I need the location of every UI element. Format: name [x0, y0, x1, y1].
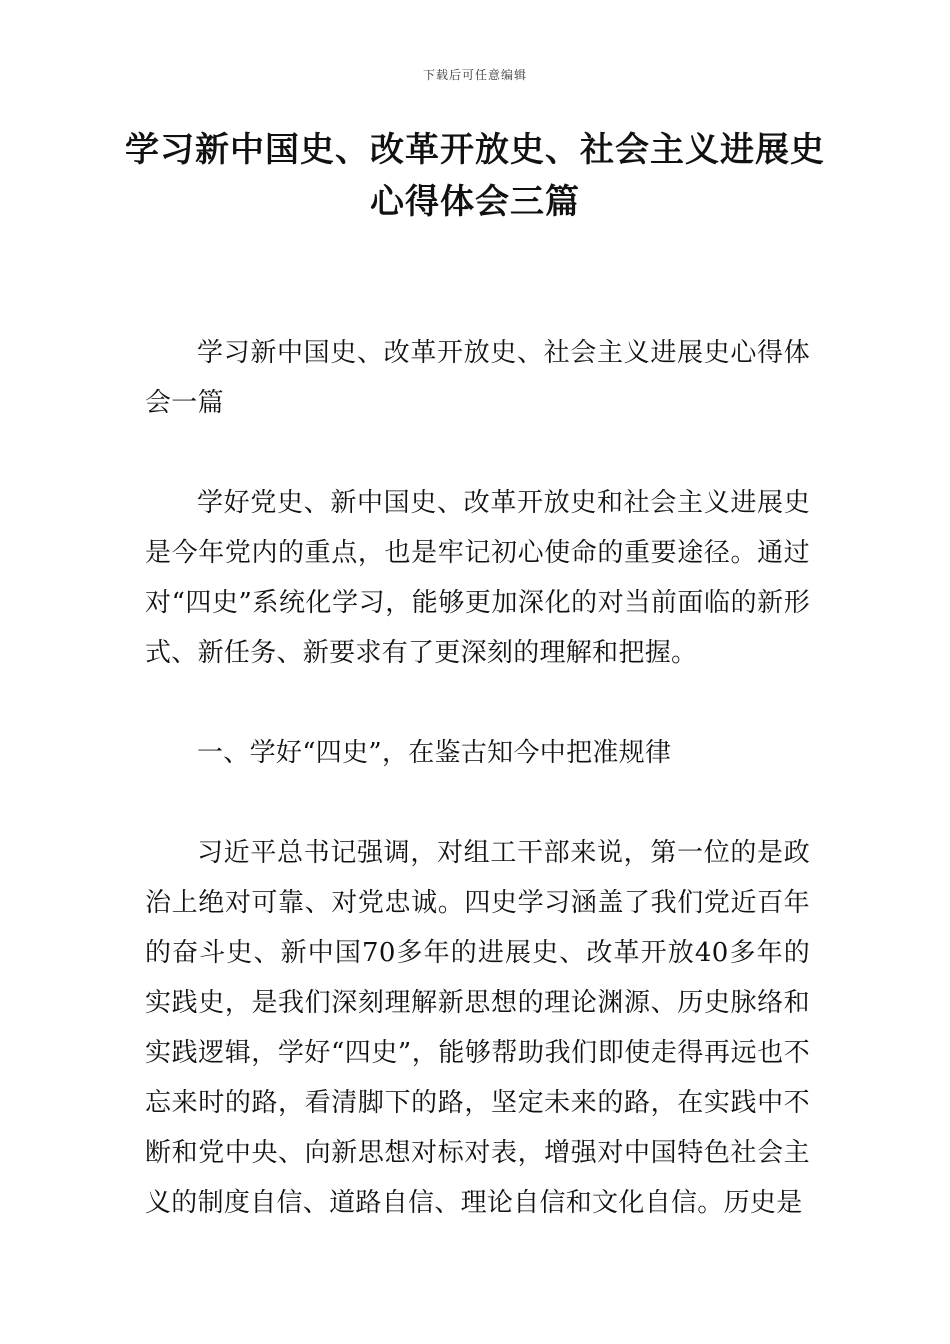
- section-heading-part-one: 学习新中国史、改革开放史、社会主义进展史心得体会一篇: [145, 338, 810, 418]
- body-paragraph: 习近平总书记强调，对组工干部来说，第一位的是政治上绝对可靠、对党忠诚。四史学习涵盖了我们党近百年的奋斗史、新中国70多年的进展史、改革开放40多年的实践史，是我们深刻理解新思想的理论渊源、历史脉络和实践逻辑，学好“四史”，能够帮助我们即使走得再远也不忘来时的路，看清脚下的路，坚定未来的路，在实践中不断和党中央、向新思想对标对表，增强对中国特色社会主义的制度自信、道路自信、理论自信和文化自信。历史是: [145, 838, 810, 1218]
- document-body: [145, 328, 810, 1228]
- section-heading-one: 一、学好“四史”，在鉴古知今中把准规律: [197, 738, 672, 768]
- intro-paragraph: 学好党史、新中国史、改革开放史和社会主义进展史是今年党内的重点，也是牢记初心使命的重要途径。通过对“四史”系统化学习，能够更加深化的对当前面临的新形式、新任务、新要求有了更深刻的理解和把握。: [145, 488, 810, 668]
- paragraph-spacer: [145, 678, 810, 728]
- paragraph-spacer: [145, 778, 810, 828]
- document-title: 学习新中国史、改革开放史、社会主义进展史心得体会三篇: [125, 130, 825, 222]
- page-header-note: 下载后可任意编辑: [422, 68, 527, 82]
- paragraph-spacer: [145, 428, 810, 478]
